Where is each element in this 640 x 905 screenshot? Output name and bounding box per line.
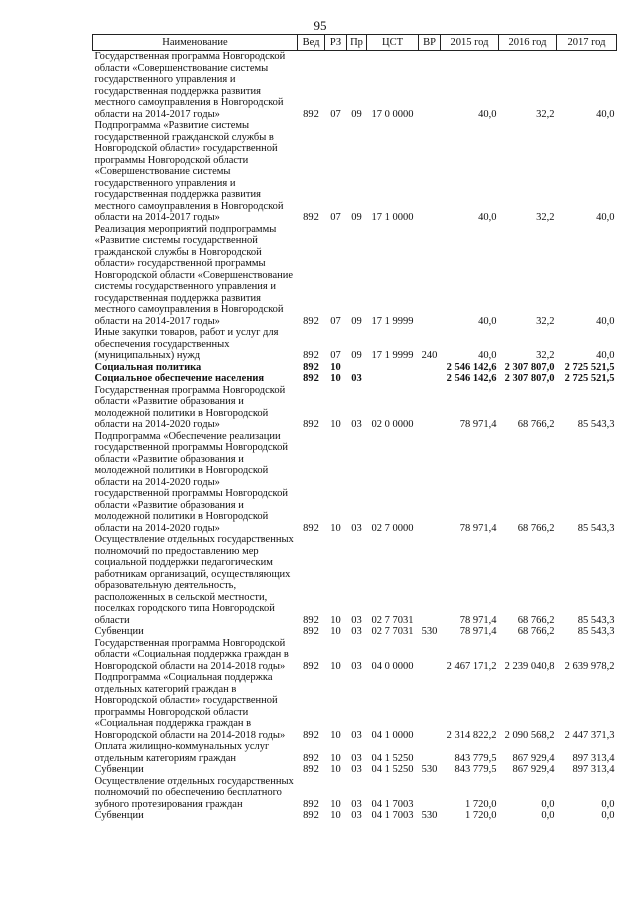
- table-row: [93, 776, 617, 811]
- row-value-2015: 40,0: [478, 212, 497, 223]
- row-value-2016: 0,0: [541, 810, 555, 821]
- row-name: Субвенции: [94, 764, 144, 775]
- row-pr: 03: [351, 373, 362, 384]
- row-ved: 892: [303, 810, 319, 821]
- table-row: [93, 327, 617, 362]
- row-rz: 10: [330, 626, 341, 637]
- row-pr: 09: [351, 212, 362, 223]
- row-rz: 10: [330, 764, 341, 775]
- row-value-2015: 78 971,4: [459, 419, 497, 430]
- row-value-2017: 0,0: [601, 810, 615, 821]
- table-row: [93, 385, 617, 431]
- row-ved: 892: [303, 764, 319, 775]
- row-cst: 02 7 0000: [371, 522, 414, 534]
- row-value-2015: 40,0: [478, 315, 497, 327]
- row-vr: 530: [421, 810, 438, 821]
- row-pr: 09: [351, 350, 362, 361]
- row-name: Осуществление отдельных государственных полномочий по предоставлению мер социальной поддержки педагогическим работникам организаций, осуществляющих образовательную деятельность, расположенных в сельской местности, поселках городского типа Новгородской области: [94, 534, 294, 626]
- table-row: [93, 431, 617, 535]
- table-row: [93, 224, 617, 328]
- row-cst: [367, 373, 419, 385]
- row-name: Субвенции: [94, 626, 144, 637]
- row-rz: 10: [330, 752, 341, 764]
- row-value-2015: 843 779,5: [454, 752, 497, 764]
- row-name: Социальная политика: [94, 361, 202, 373]
- row-name: Иные закупки товаров, работ и услуг для обеспечения государственных (муниципальных) нужд: [94, 327, 279, 361]
- row-value-2015: 78 971,4: [459, 522, 497, 534]
- row-vr: 240: [421, 350, 438, 361]
- row-pr: 03: [351, 752, 362, 764]
- row-cst: 17 1 0000: [371, 212, 414, 223]
- row-pr: 03: [351, 419, 362, 430]
- row-ved: 892: [303, 373, 319, 384]
- row-vr: [419, 672, 441, 741]
- row-cst: 17 0 0000: [371, 108, 414, 120]
- row-name: Государственная программа Новгородской области «Социальная поддержка граждан в Новгородской области на 2014-2018 годы»: [94, 637, 289, 672]
- row-cst: 04 1 0000: [371, 729, 414, 741]
- row-pr: 03: [351, 614, 362, 626]
- row-rz: 10: [330, 419, 341, 430]
- table-row: [93, 764, 617, 776]
- row-pr: 03: [351, 626, 362, 637]
- row-value-2016: 867 929,4: [512, 764, 555, 775]
- table-row: [93, 373, 617, 385]
- row-name: Подпрограмма «Социальная поддержка отдельных категорий граждан в Новгородской области» государственной программы Новгородской области «Социальная поддержка граждан в Новгородской области на 2014-2018 годы»: [94, 672, 286, 741]
- row-pr: 03: [351, 798, 362, 810]
- row-value-2016: 68 766,2: [517, 419, 555, 430]
- row-cst: 04 1 7003: [371, 798, 414, 810]
- row-vr: 530: [421, 626, 438, 637]
- row-name: Осуществление отдельных государственных полномочий по обеспечению бесплатного зубного протезирования граждан: [94, 775, 294, 810]
- row-ved: 892: [303, 522, 319, 534]
- row-pr: [347, 362, 367, 374]
- row-ved: 892: [303, 212, 319, 223]
- row-value-2016: 68 766,2: [517, 626, 555, 637]
- row-value-2016: 2 090 568,2: [504, 729, 555, 741]
- row-pr: 03: [351, 810, 362, 821]
- row-ved: 892: [303, 315, 319, 327]
- row-value-2015: 78 971,4: [459, 614, 497, 626]
- row-vr: [419, 385, 441, 431]
- header-2017: 2017 год: [557, 35, 617, 51]
- row-value-2016: 0,0: [541, 798, 555, 810]
- row-name: Реализация мероприятий подпрограммы «Развитие системы государственной гражданской службы в Новгородской области» государственной программы Новгородской области «Совершенствование системы государственного управления и государственная поддержка развития местного самоуправления в Новгородской области на 2014-2017 годы»: [94, 223, 294, 327]
- row-name: Подпрограмма «Обеспечение реализации государственной программы Новгородской области «Развитие образования и молодежной политики в Новгородской области на 2014-2020 годы» государственной программы Новгородской области «Развитие образования и молодежной политики в Новгородской области на 2014-2020 годы»: [94, 430, 288, 534]
- row-rz: 10: [330, 522, 341, 534]
- row-vr: 530: [421, 764, 438, 775]
- header-name: Наименование: [93, 35, 298, 51]
- row-rz: 07: [330, 315, 341, 327]
- table-row: [93, 534, 617, 626]
- row-ved: 892: [303, 419, 319, 430]
- table-header-row: [93, 35, 617, 51]
- row-cst: 02 7 7031: [371, 626, 414, 637]
- row-ved: 892: [303, 108, 319, 120]
- row-value-2016: 2 307 807,0: [504, 361, 555, 373]
- row-rz: 10: [330, 729, 341, 741]
- row-value-2016: 2 239 040,8: [504, 660, 555, 672]
- row-value-2015: 1 720,0: [465, 798, 497, 810]
- row-value-2017: 40,0: [596, 108, 615, 120]
- row-value-2016: 68 766,2: [517, 522, 555, 534]
- row-value-2017: 40,0: [596, 212, 615, 223]
- row-value-2016: 32,2: [536, 350, 555, 361]
- budget-table: [92, 34, 617, 822]
- row-value-2017: 2 725 521,5: [564, 361, 615, 373]
- row-value-2016: 68 766,2: [517, 614, 555, 626]
- row-name: Подпрограмма «Развитие системы государственной гражданской службы в Новгородской области» государственной программы Новгородской области «Совершенствование системы государственного управления и государственная поддержка развития местного самоуправления в Новгородской области на 2014-2017 годы»: [94, 120, 284, 223]
- table-row: [93, 362, 617, 374]
- page-number: 95: [313, 18, 327, 33]
- table-row: [93, 51, 617, 121]
- row-value-2016: 32,2: [536, 315, 555, 327]
- row-rz: 10: [330, 660, 341, 672]
- row-value-2016: 32,2: [536, 108, 555, 120]
- row-cst: 04 1 5250: [371, 752, 414, 764]
- row-cst: 04 1 5250: [371, 764, 414, 775]
- row-vr: [419, 224, 441, 328]
- row-cst: [367, 362, 419, 374]
- row-value-2017: 0,0: [601, 798, 615, 810]
- table-row: [93, 638, 617, 673]
- row-value-2017: 2 725 521,5: [564, 373, 615, 384]
- row-cst: 04 1 7003: [371, 810, 414, 821]
- row-rz: 07: [330, 212, 341, 223]
- row-value-2015: 2 546 142,6: [446, 361, 497, 373]
- row-rz: 10: [330, 798, 341, 810]
- row-name: Социальное обеспечение населения: [94, 373, 265, 384]
- row-value-2017: 40,0: [596, 350, 615, 361]
- header-pr: Пр: [347, 35, 367, 51]
- row-ved: 892: [303, 798, 319, 810]
- row-value-2017: 897 313,4: [572, 752, 615, 764]
- table-body: [93, 51, 617, 822]
- row-vr: [419, 638, 441, 673]
- row-ved: 892: [303, 350, 319, 361]
- row-pr: 03: [351, 660, 362, 672]
- row-name: Государственная программа Новгородской области «Развитие образования и молодежной политики в Новгородской области на 2014-2020 годы»: [94, 384, 286, 430]
- row-rz: 07: [330, 108, 341, 120]
- table-row: [93, 626, 617, 638]
- header-2016: 2016 год: [499, 35, 557, 51]
- row-rz: 07: [330, 350, 341, 361]
- row-value-2016: 867 929,4: [512, 752, 555, 764]
- table-row: [93, 810, 617, 822]
- row-value-2015: 1 720,0: [465, 810, 497, 821]
- row-value-2015: 843 779,5: [454, 764, 497, 775]
- row-value-2017: 897 313,4: [572, 764, 615, 775]
- row-pr: 03: [351, 764, 362, 775]
- row-cst: 02 7 7031: [371, 614, 414, 626]
- row-ved: 892: [303, 660, 319, 672]
- row-ved: 892: [303, 614, 319, 626]
- row-value-2017: 85 543,3: [577, 626, 615, 637]
- row-pr: 03: [351, 522, 362, 534]
- row-rz: 10: [330, 810, 341, 821]
- table-row: [93, 741, 617, 764]
- header-ved: Вед: [298, 35, 325, 51]
- row-cst: 17 1 9999: [371, 350, 414, 361]
- table-row: [93, 120, 617, 224]
- row-pr: 09: [351, 108, 362, 120]
- row-value-2017: 85 543,3: [577, 419, 615, 430]
- row-vr: [419, 373, 441, 385]
- row-vr: [419, 776, 441, 811]
- row-value-2015: 2 546 142,6: [446, 373, 497, 384]
- row-value-2016: 32,2: [536, 212, 555, 223]
- row-value-2015: 2 314 822,2: [446, 729, 497, 741]
- row-value-2017: 85 543,3: [577, 522, 615, 534]
- table-row: [93, 672, 617, 741]
- row-cst: 04 0 0000: [371, 660, 414, 672]
- row-rz: 10: [330, 373, 341, 384]
- row-vr: [419, 741, 441, 764]
- row-value-2017: 2 447 371,3: [564, 729, 615, 741]
- row-name: Оплата жилищно-коммунальных услуг отдельным категориям граждан: [94, 741, 270, 764]
- row-pr: 03: [351, 729, 362, 741]
- header-cst: ЦСТ: [367, 35, 419, 51]
- row-value-2017: 85 543,3: [577, 614, 615, 626]
- row-cst: 02 0 0000: [371, 419, 414, 430]
- header-vr: ВР: [419, 35, 441, 51]
- header-2015: 2015 год: [441, 35, 499, 51]
- row-vr: [419, 120, 441, 224]
- row-ved: 892: [303, 361, 319, 373]
- row-rz: 10: [330, 361, 341, 373]
- row-value-2017: 2 639 978,2: [564, 660, 615, 672]
- row-vr: [419, 534, 441, 626]
- row-vr: [419, 431, 441, 535]
- row-ved: 892: [303, 729, 319, 741]
- row-name: Государственная программа Новгородской области «Совершенствование системы государственного управления и государственная поддержка развития местного самоуправления в Новгородской области на 2014-2017 годы»: [94, 51, 286, 120]
- row-vr: [419, 362, 441, 374]
- row-value-2015: 40,0: [478, 108, 497, 120]
- row-ved: 892: [303, 626, 319, 637]
- row-ved: 892: [303, 752, 319, 764]
- row-value-2015: 40,0: [478, 350, 497, 361]
- row-value-2015: 2 467 171,2: [446, 660, 497, 672]
- header-rz: РЗ: [325, 35, 347, 51]
- row-name: Субвенции: [94, 810, 144, 821]
- row-vr: [419, 51, 441, 121]
- row-rz: 10: [330, 614, 341, 626]
- row-cst: 17 1 9999: [371, 315, 414, 327]
- row-value-2015: 78 971,4: [459, 626, 497, 637]
- row-pr: 09: [351, 315, 362, 327]
- row-value-2016: 2 307 807,0: [504, 373, 555, 384]
- row-value-2017: 40,0: [596, 315, 615, 327]
